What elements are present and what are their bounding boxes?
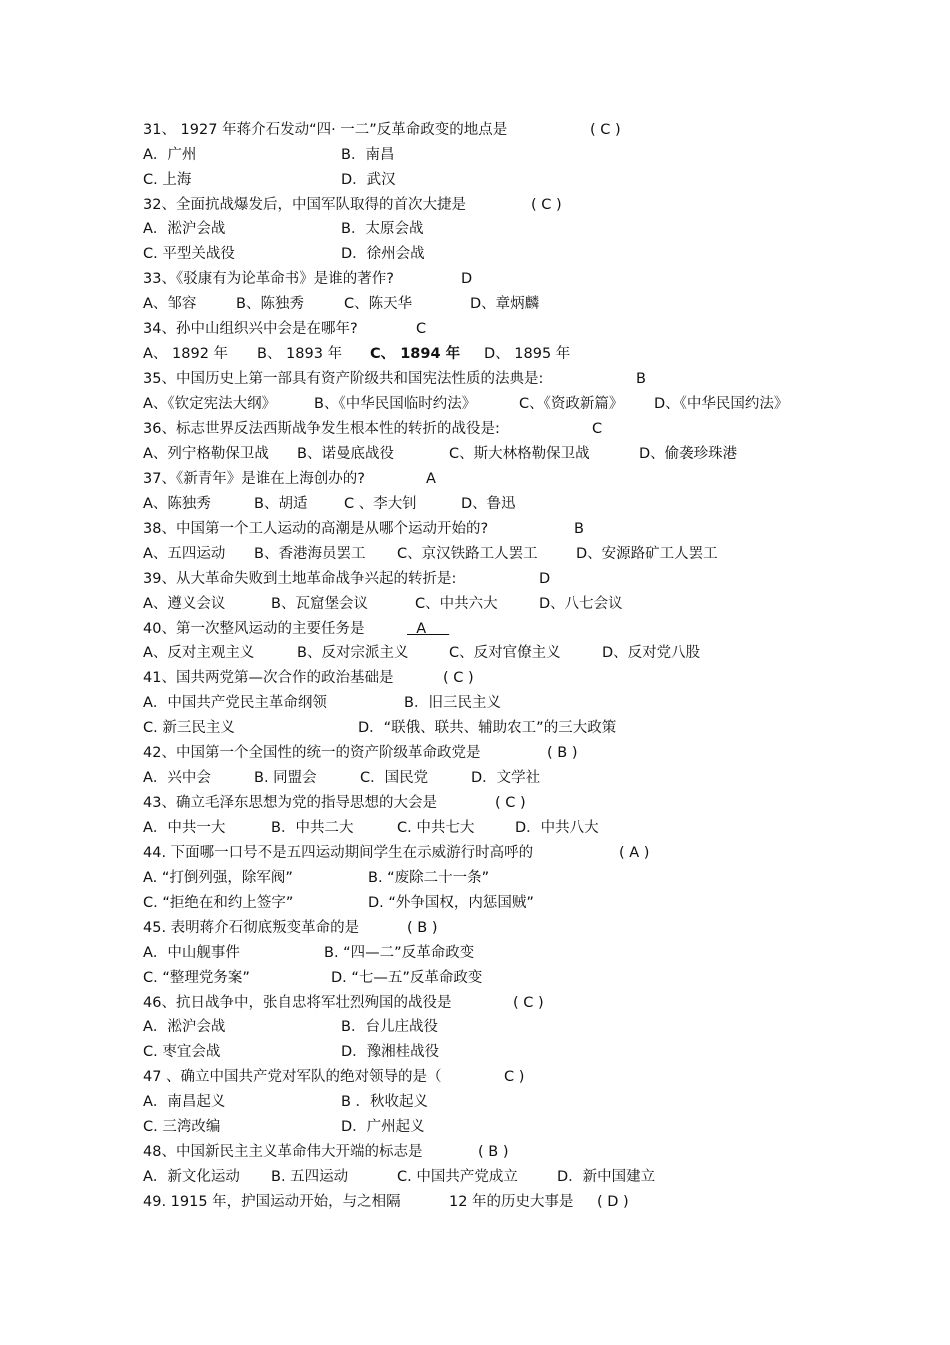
q44-option-d: D. “外争国权，内惩国贼” (368, 895, 534, 911)
q41-answer: ( C ) (443, 670, 474, 686)
q34-question: 34、孙中山组织兴中会是在哪年? (143, 321, 358, 337)
q32-option-a: A．淞沪会战 (143, 221, 226, 237)
q47-option-a: A．南昌起义 (143, 1094, 226, 1110)
q40-answer: A (407, 621, 450, 637)
q41-option-c: C. 新三民主义 (143, 720, 235, 736)
q40-option-d: D、反对党八股 (602, 645, 701, 661)
q46-answer: ( C ) (513, 995, 544, 1011)
q39-option-b: B、瓦窟堡会议 (271, 596, 368, 612)
q45-option-d: D. “七—五”反革命政变 (331, 970, 483, 986)
q33-question: 33、《驳康有为论革命书》是谁的著作? (143, 271, 394, 287)
q42-answer: ( B ) (547, 745, 578, 761)
q48-question: 48、中国新民主主义革命伟大开端的标志是 (143, 1144, 423, 1160)
q32-answer: ( C ) (531, 197, 562, 213)
q34-option-a: A、 1892 年 (143, 346, 229, 362)
q47-option-d: D．广州起义 (341, 1119, 425, 1135)
q49-question-cont: 12 年的历史大事是 (449, 1194, 574, 1210)
q48-option-b: B. 五四运动 (271, 1169, 349, 1185)
q36-answer: C (592, 421, 603, 437)
q41-question: 41、国共两党第—次合作的政治基础是 (143, 670, 394, 686)
q32-question: 32、全面抗战爆发后，中国军队取得的首次大捷是 (143, 197, 466, 213)
q35-option-c: C、《资政新篇》 (519, 396, 624, 412)
q44-question: 44. 下面哪一口号不是五四运动期间学生在示威游行时高呼的 (143, 845, 534, 861)
q33-option-d: D、章炳麟 (470, 296, 540, 312)
q35-question: 35、中国历史上第一部具有资产阶级共和国宪法性质的法典是: (143, 371, 544, 387)
q43-answer: ( C ) (495, 795, 526, 811)
q45-question: 45. 表明蒋介石彻底叛变革命的是 (143, 920, 360, 936)
q41-option-b: B．旧三民主义 (404, 695, 501, 711)
q44-option-a: A. “打倒列强，除军阀” (143, 870, 293, 886)
q32-option-d: D．徐州会战 (341, 246, 425, 262)
q37-option-b: B、胡适 (254, 496, 308, 512)
q47-option-b: B ．秋收起义 (341, 1094, 429, 1110)
q47-answer: C ) (504, 1069, 525, 1085)
q48-answer: ( B ) (478, 1144, 509, 1160)
q49-answer: ( D ) (597, 1194, 629, 1210)
q44-option-b: B. “废除二十一条” (368, 870, 490, 886)
q36-option-b: B、诺曼底战役 (297, 446, 394, 462)
q39-option-d: D、八七会议 (539, 596, 623, 612)
q35-option-a: A、《钦定宪法大纲》 (143, 396, 277, 412)
q43-option-d: D．中共八大 (515, 820, 599, 836)
q48-option-a: A．新文化运动 (143, 1169, 240, 1185)
q46-option-c: C. 枣宜会战 (143, 1044, 221, 1060)
q43-option-a: A．中共一大 (143, 820, 226, 836)
q42-option-b: B. 同盟会 (254, 770, 317, 786)
q31-option-d: D．武汉 (341, 172, 396, 188)
q36-option-d: D、偷袭珍珠港 (639, 446, 738, 462)
q31-answer: ( C ) (590, 122, 621, 138)
q31-option-c: C. 上海 (143, 172, 192, 188)
q47-option-c: C. 三湾改编 (143, 1119, 221, 1135)
q38-answer: B (574, 521, 584, 537)
q45-option-b: B. “四—二”反革命政变 (324, 945, 475, 961)
q36-option-a: A、列宁格勒保卫战 (143, 446, 269, 462)
q46-option-d: D．豫湘桂战役 (341, 1044, 440, 1060)
q45-answer: ( B ) (407, 920, 438, 936)
q34-option-d: D、 1895 年 (484, 346, 571, 362)
q46-option-b: B．台儿庄战役 (341, 1019, 438, 1035)
q48-option-d: D．新中国建立 (557, 1169, 656, 1185)
q34-option-b: B、 1893 年 (257, 346, 343, 362)
q40-option-b: B、反对宗派主义 (297, 645, 409, 661)
q45-option-c: C. “整理党务案” (143, 970, 250, 986)
q31-question: 31、 1927 年蒋介石发动“四· 一二”反革命政变的地点是 (143, 122, 508, 138)
q48-option-c: C. 中国共产党成立 (397, 1169, 518, 1185)
q38-option-c: C、京汉铁路工人罢工 (397, 546, 538, 562)
q31-option-a: A．广州 (143, 147, 197, 163)
q33-option-a: A、邹容 (143, 296, 197, 312)
q33-option-c: C、陈天华 (344, 296, 413, 312)
q32-option-b: B．太原会战 (341, 221, 424, 237)
q34-answer: C (416, 321, 427, 337)
q38-option-a: A、五四运动 (143, 546, 226, 562)
q42-option-a: A．兴中会 (143, 770, 211, 786)
q33-answer: D (461, 271, 473, 287)
q37-option-d: D、鲁迅 (461, 496, 516, 512)
q39-option-a: A、遵义会议 (143, 596, 226, 612)
q42-question: 42、中国第一个全国性的统一的资产阶级革命政党是 (143, 745, 481, 761)
q43-option-b: B．中共二大 (271, 820, 354, 836)
q46-question: 46、抗日战争中，张自忠将军壮烈殉国的战役是 (143, 995, 452, 1011)
q32-option-c: C. 平型关战役 (143, 246, 235, 262)
q39-answer: D (539, 571, 551, 587)
q34-option-c: C、 1894 年 (370, 346, 461, 362)
q43-option-c: C. 中共七大 (397, 820, 475, 836)
q38-question: 38、中国第一个工人运动的高潮是从哪个运动开始的? (143, 521, 489, 537)
q41-option-a: A．中国共产党民主革命纲领 (143, 695, 327, 711)
q40-option-a: A、反对主观主义 (143, 645, 255, 661)
q39-question: 39、从大革命失败到土地革命战争兴起的转折是: (143, 571, 457, 587)
q31-option-b: B．南昌 (341, 147, 395, 163)
q33-option-b: B、陈独秀 (236, 296, 304, 312)
q44-answer: ( A ) (619, 845, 650, 861)
q41-option-d: D．“联俄、联共、辅助农工”的三大政策 (358, 720, 617, 736)
q46-option-a: A．淞沪会战 (143, 1019, 226, 1035)
q44-option-c: C. “拒绝在和约上签字” (143, 895, 294, 911)
q35-option-b: B、《中华民国临时约法》 (314, 396, 477, 412)
q36-option-c: C、斯大林格勒保卫战 (449, 446, 590, 462)
q42-option-d: D．文学社 (471, 770, 541, 786)
q35-answer: B (636, 371, 646, 387)
q45-option-a: A．中山舰事件 (143, 945, 240, 961)
q38-option-d: D、安源路矿工人罢工 (576, 546, 718, 562)
q37-question: 37、《新青年》是谁在上海创办的? (143, 471, 365, 487)
q38-option-b: B、香港海员罢工 (254, 546, 366, 562)
q40-option-c: C、反对官僚主义 (449, 645, 561, 661)
q37-option-c: C 、李大钊 (344, 496, 417, 512)
q39-option-c: C、中共六大 (415, 596, 498, 612)
q37-option-a: A、陈独秀 (143, 496, 211, 512)
q35-option-d: D、《中华民国约法》 (654, 396, 789, 412)
q36-question: 36、标志世界反法西斯战争发生根本性的转折的战役是: (143, 421, 500, 437)
q42-option-c: C．国民党 (360, 770, 429, 786)
q49-question: 49. 1915 年，护国运动开始，与之相隔 (143, 1194, 401, 1210)
q37-answer: A (426, 471, 436, 487)
q47-question: 47 、确立中国共产党对军队的绝对领导的是（ (143, 1069, 442, 1085)
q40-question: 40、第一次整风运动的主要任务是 (143, 621, 365, 637)
q43-question: 43、确立毛泽东思想为党的指导思想的大会是 (143, 795, 437, 811)
